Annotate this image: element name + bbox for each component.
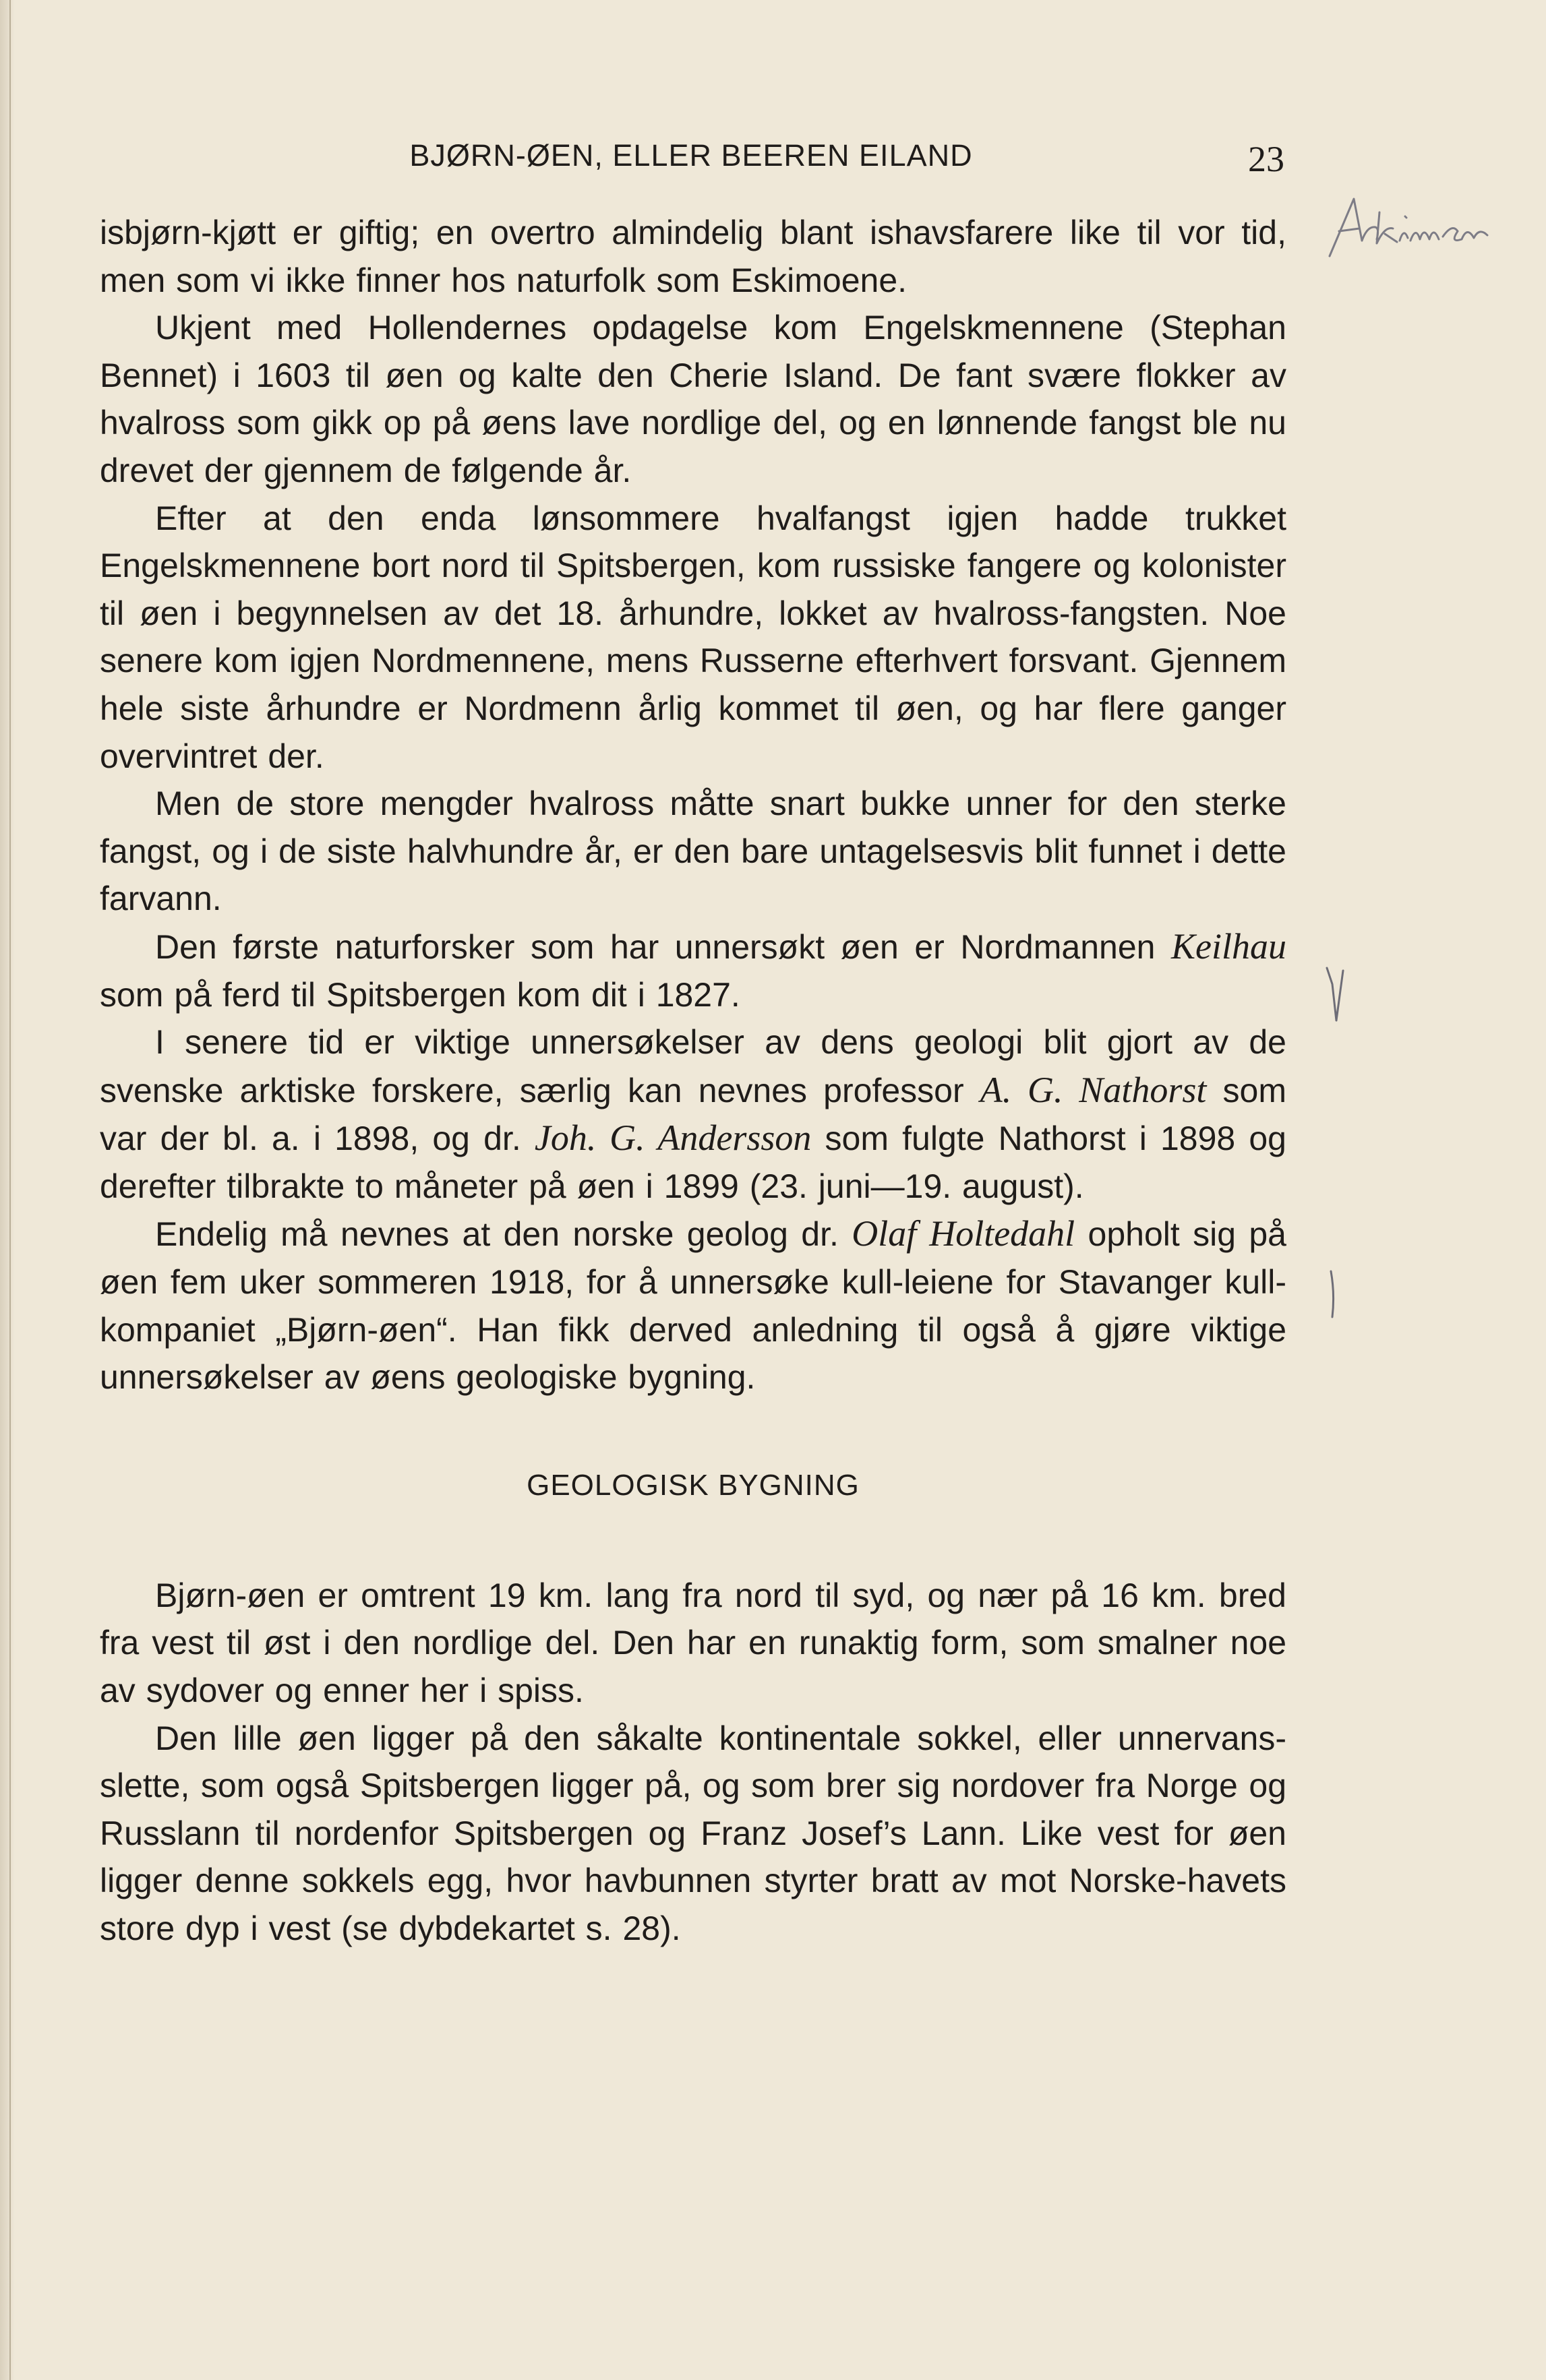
- margin-bracket-mark: [1321, 1267, 1348, 1321]
- page-number: 23: [1248, 139, 1284, 179]
- paragraph: Efter at den enda lønsommere hvalfangst igjen hadde trukket Engelskmennene bort nord til Spitsbergen, kom russiske fangere og kolonister til øen i begynnelsen av det 18. århundre, lokket av hvalross-fangsten. Noe senere kom igjen Nordmennene, mens Russerne efterhvert forsvant. Gjennem hele siste århundre er Nordmenn årlig kommet til øen, og har flere ganger overvintret der.: [100, 499, 1286, 775]
- text-run: som var der bl. a. i 1898, og dr.: [100, 1071, 1286, 1158]
- handwritten-annotation: [1315, 179, 1537, 273]
- section-heading: GEOLOGISK BYGNING: [527, 1468, 860, 1502]
- paragraph: Bjørn-øen er omtrent 19 km. lang fra nord til syd, og nær på 16 km. bred fra vest til øst i den nordlige del. Den har en runaktig form, som smalner noe av sydover og enner her i spiss.: [100, 1576, 1286, 1710]
- paragraph: Men de store mengder hvalross måtte snart bukke unner for den sterke fangst, og i de siste halvhundre år, er den bare untagelsesvis blit funnet i dette farvann.: [100, 785, 1286, 918]
- paragraph: Ukjent med Hollendernes opdagelse kom Engelskmennene (Stephan Bennet) i 1603 til øen og kalte den Cherie Island. De fant svære flokker av hvalross som gikk op på øens lave nordlige del, og en lønnende fangst ble nu drevet der gjennem de følgende år.: [100, 309, 1286, 489]
- text-run: Endelig må nevnes at den norske geolog dr.: [155, 1215, 852, 1254]
- page-binding-line: [9, 0, 11, 2380]
- text-run: som fulgte Nathorst i 1898 og derefter tilbrakte to måneter på øen i 1899 (23. juni—19. august).: [100, 1120, 1286, 1205]
- paragraph-swedish-researchers: [100, 1018, 1286, 1210]
- text-run: I senere tid er viktige unnersøkelser av dens geologi blit gjort av de svenske arktiske forskere, særlig kan nevnes professor: [100, 1023, 1286, 1109]
- body-text: [100, 209, 1286, 1953]
- text-run: som på ferd til Spitsbergen kom dit i 1827.: [100, 975, 740, 1014]
- paragraph: Den lille øen ligger på den såkalte kontinentale sokkel, eller unnervans-slette, som også Spitsbergen ligger på, og som brer sig nordover fra Norge og Russlann til nordenfor Spitsbergen og Franz Josef’s Lann. Like vest for øen ligger denne sokkels egg, hvor havbunnen styrter bratt av mot Norske-havets store dyp i vest (se dybdekartet s. 28).: [100, 1719, 1286, 1947]
- person-name: Joh. G. Andersson: [534, 1118, 812, 1159]
- person-name: Keilhau: [1171, 925, 1286, 967]
- margin-tick-mark: [1321, 964, 1348, 1025]
- text-run: opholt sig på øen fem uker sommeren 1918, for å unnersøke kull-leiene for Stavanger kull-kompaniet „Bjørn-øen“. Han fikk derved anledning til også å gjøre viktige unnersøkelser av øens geologiske bygning.: [100, 1215, 1286, 1397]
- running-head: [98, 138, 1284, 179]
- person-name: A. G. Nathorst: [980, 1069, 1207, 1110]
- running-title: BJØRN-ØEN, ELLER BEEREN EILAND: [409, 138, 973, 173]
- page-edge: [0, 0, 15, 2380]
- paragraph-continued: isbjørn-kjøtt er giftig; en overtro almindelig blant ishavsfarere like til vor tid, men som vi ikke finner hos naturfolk som Eskimoene.: [100, 214, 1286, 299]
- person-name: Olaf Holtedahl: [852, 1213, 1075, 1254]
- paragraph-holtedahl: [100, 1210, 1286, 1401]
- paragraph-keilhau: [100, 923, 1286, 1018]
- text-run: Den første naturforsker som har unnersøkt øen er Nordmannen: [155, 927, 1171, 966]
